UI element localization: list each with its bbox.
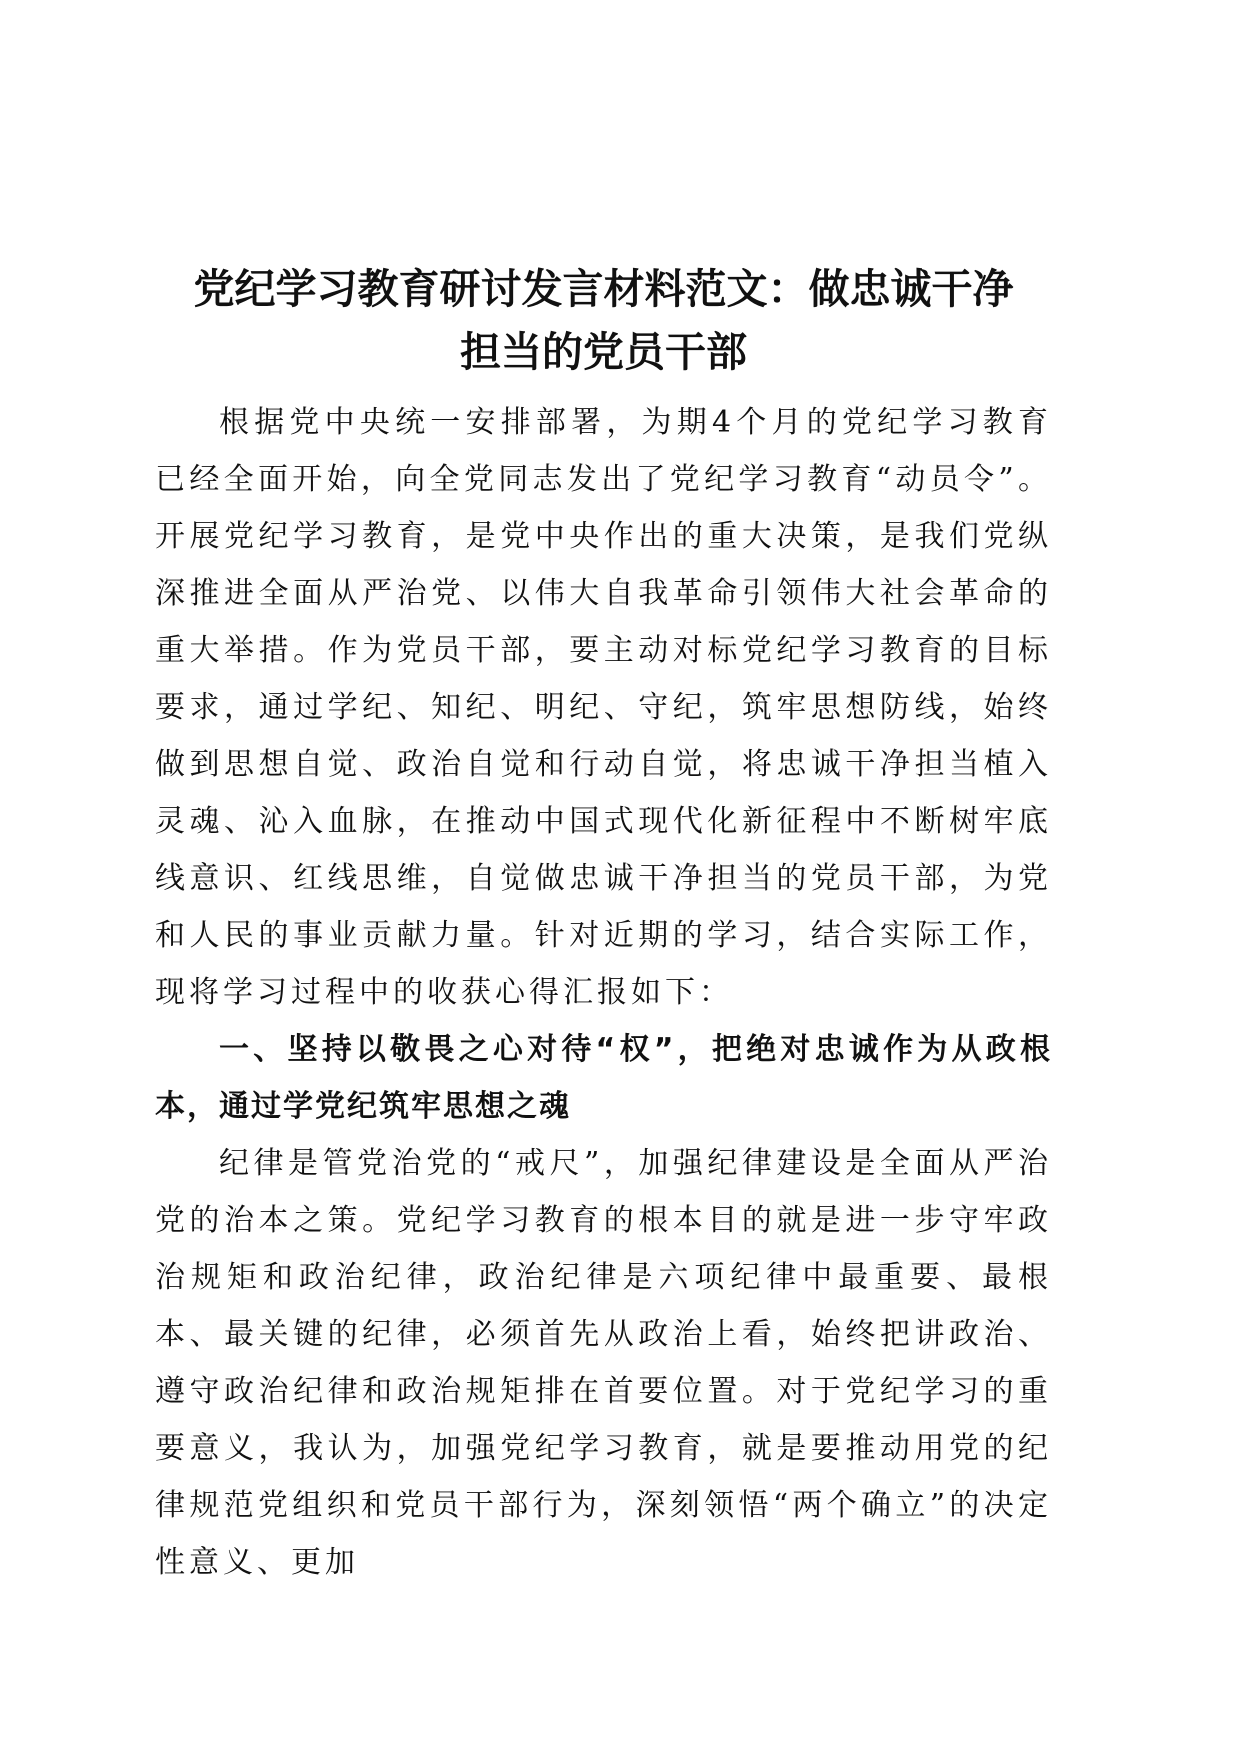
- document-title-line-1: 党纪学习教育研讨发言材料范文：做忠诚干净: [193, 265, 1014, 313]
- section-1-paragraph: 纪律是管党治党的“戒尺”，加强纪律建设是全面从严治党的治本之策。党纪学习教育的根本目的就是进一步守牢政治规矩和政治纪律，政治纪律是六项纪律中最重要、最根本、最关键的纪律，必须首先从政治上看，始终把讲政治、遵守政治纪律和政治规矩排在首要位置。对于党纪学习的重要意义，我认为，加强党纪学习教育，就是要推动用党的纪律规范党组织和党员干部行为，深刻领悟“两个确立”的决定性意义、更加: [155, 1146, 1052, 1580]
- document-body: [155, 258, 1052, 1591]
- document-title-line-2: 担当的党员干部: [460, 328, 747, 376]
- section-1-heading: 一、坚持以敬畏之心对待“权”，把绝对忠诚作为从政根本，通过学党纪筑牢思想之魂: [155, 1032, 1052, 1124]
- intro-paragraph: 根据党中央统一安排部署，为期4个月的党纪学习教育已经全面开始，向全党同志发出了党纪学习教育“动员令”。开展党纪学习教育，是党中央作出的重大决策，是我们党纵深推进全面从严治党、以伟大自我革命引领伟大社会革命的重大举措。作为党员干部，要主动对标党纪学习教育的目标要求，通过学纪、知纪、明纪、守纪，筑牢思想防线，始终做到思想自觉、政治自觉和行动自觉，将忠诚干净担当植入灵魂、沁入血脉，在推动中国式现代化新征程中不断树牢底线意识、红线思维，自觉做忠诚干净担当的党员干部，为党和人民的事业贡献力量。针对近期的学习，结合实际工作，现将学习过程中的收获心得汇报如下：: [155, 405, 1052, 1010]
- document-title: [155, 258, 1052, 384]
